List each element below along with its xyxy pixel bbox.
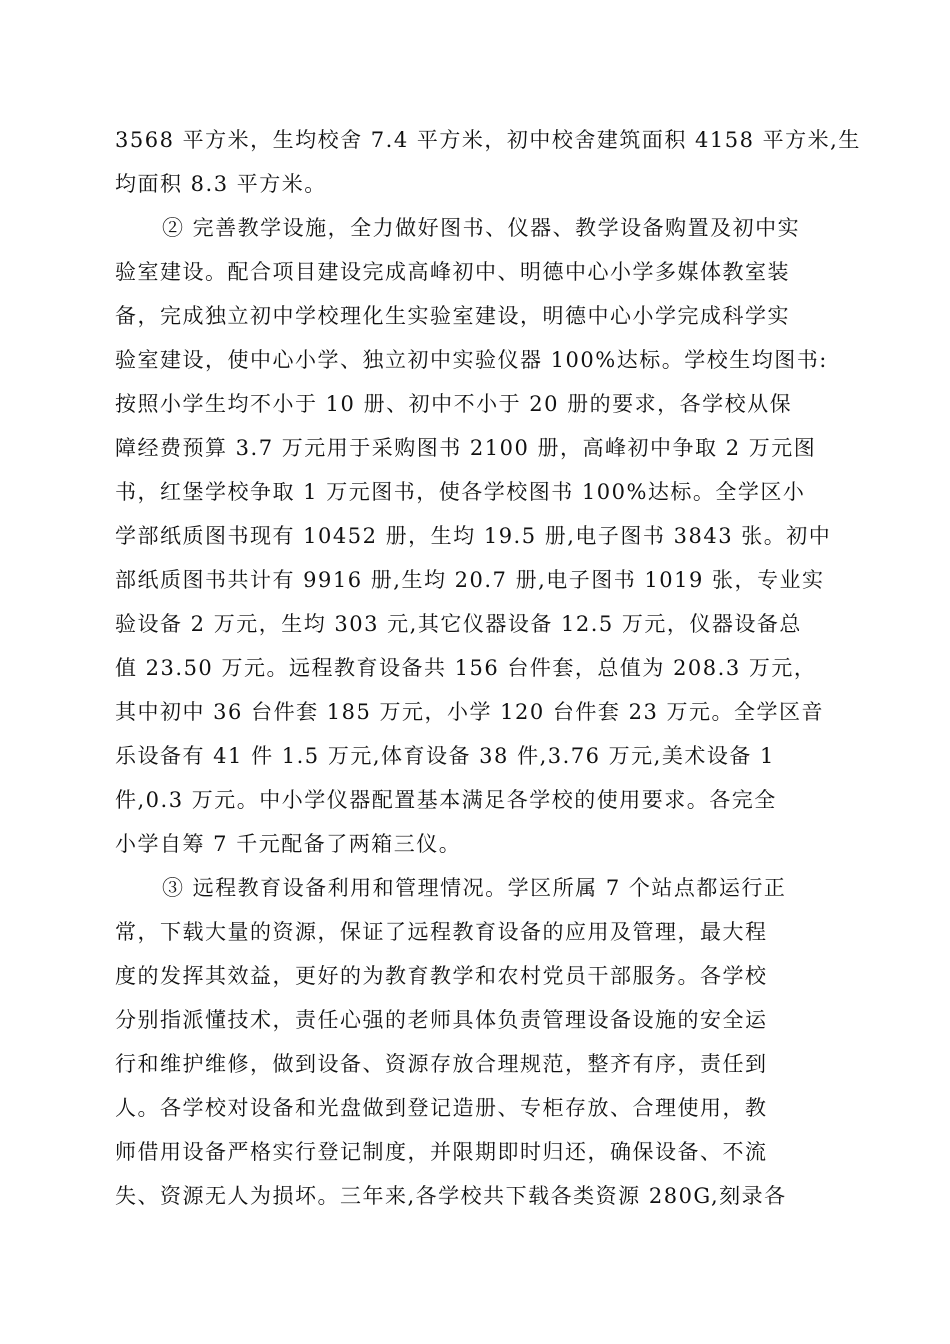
text-line: 按照小学生均不小于 10 册、初中不小于 20 册的要求，各学校从保: [115, 392, 793, 416]
text-line: 学部纸质图书现有 10452 册，生均 19.5 册,电子图书 3843 张。初中: [115, 524, 832, 548]
text-line: 常，下载大量的资源，保证了远程教育设备的应用及管理，最大程: [115, 920, 768, 944]
paragraph-start-line: ② 完善教学设施，全力做好图书、仪器、教学设备购置及初中实: [162, 216, 801, 240]
text-line: 师借用设备严格实行登记制度，并限期即时归还，确保设备、不流: [115, 1140, 768, 1164]
paragraph-start-line: ③ 远程教育设备利用和管理情况。学区所属 7 个站点都运行正: [162, 876, 787, 900]
text-line: 均面积 8.3 平方米。: [115, 172, 327, 196]
text-line: 验设备 2 万元，生均 303 元,其它仪器设备 12.5 万元，仪器设备总: [115, 612, 802, 636]
text-line: 部纸质图书共计有 9916 册,生均 20.7 册,电子图书 1019 张，专业实: [115, 568, 825, 592]
text-line: 验室建设。配合项目建设完成高峰初中、明德中心小学多媒体教室装: [115, 260, 790, 284]
text-line: 人。各学校对设备和光盘做到登记造册、专柜存放、合理使用，教: [115, 1096, 768, 1120]
text-line: 障经费预算 3.7 万元用于采购图书 2100 册，高峰初中争取 2 万元图: [115, 436, 817, 460]
text-line: 失、资源无人为损坏。三年来,各学校共下载各类资源 280G,刻录各: [115, 1184, 787, 1208]
text-line: 值 23.50 万元。远程教育设备共 156 台件套，总值为 208.3 万元，: [115, 656, 817, 680]
text-line: 验室建设，使中心小学、独立初中实验仪器 100%达标。学校生均图书:: [115, 348, 828, 372]
text-line: 书，红堡学校争取 1 万元图书，使各学校图书 100%达标。全学区小: [115, 480, 806, 504]
text-line: 3568 平方米，生均校舍 7.4 平方米，初中校舍建筑面积 4158 平方米,生: [115, 128, 861, 152]
text-line: 乐设备有 41 件 1.5 万元,体育设备 38 件,3.76 万元,美术设备 1: [115, 744, 775, 768]
text-line: 分别指派懂技术，责任心强的老师具体负责管理设备设施的安全运: [115, 1008, 768, 1032]
text-line: 其中初中 36 台件套 185 万元，小学 120 台件套 23 万元。全学区音: [115, 700, 825, 724]
text-line: 行和维护维修，做到设备、资源存放合理规范，整齐有序，责任到: [115, 1052, 768, 1076]
text-line: 小学自筹 7 千元配备了两箱三仪。: [115, 832, 462, 856]
text-line: 度的发挥其效益，更好的为教育教学和农村党员干部服务。各学校: [115, 964, 768, 988]
text-line: 备，完成独立初中学校理化生实验室建设，明德中心小学完成科学实: [115, 304, 790, 328]
text-line: 件,0.3 万元。中小学仪器配置基本满足各学校的使用要求。各完全: [115, 788, 777, 812]
